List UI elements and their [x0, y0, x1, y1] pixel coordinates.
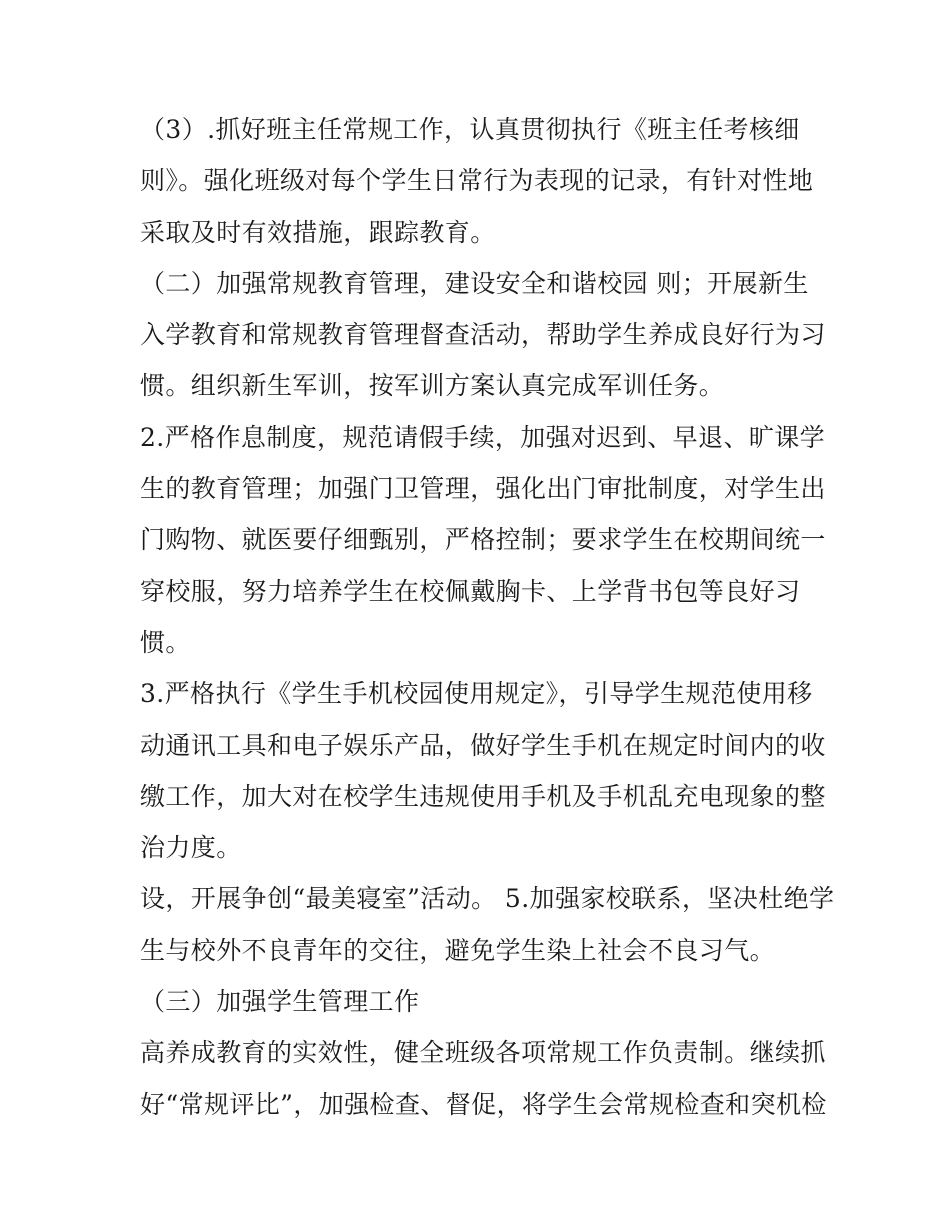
- paragraph-dormitory-home-school: [140, 873, 835, 976]
- text-line: 入学教育和常规教育管理督查活动，帮助学生养成良好行为习: [140, 320, 826, 350]
- paragraph-schedule-system: [140, 412, 826, 668]
- paragraph-routine-education: [140, 258, 826, 412]
- text-line: 2.严格作息制度，规范请假手续，加强对迟到、早退、旷课学: [140, 422, 826, 452]
- paragraph-phone-rules: [140, 668, 826, 873]
- text-line: 生与校外不良青年的交往，避免学生染上社会不良习气。: [140, 935, 776, 965]
- text-line: （二）加强常规教育管理，建设安全和谐校园 则；开展新生: [140, 268, 809, 298]
- document-body: [140, 104, 835, 1130]
- text-line: 穿校服，努力培养学生在校佩戴胸卡、上学背书包等良好习: [140, 576, 801, 606]
- text-line: 动通讯工具和电子娱乐产品，做好学生手机在规定时间内的收: [140, 730, 826, 760]
- text-line: 治力度。: [140, 833, 242, 863]
- text-line: 则》。强化班级对每个学生日常行为表现的记录，有针对性地: [140, 166, 814, 196]
- text-line: 3.严格执行《学生手机校园使用规定》，引导学生规范使用移: [140, 679, 813, 709]
- text-line: （3）.抓好班主任常规工作，认真贯彻执行《班主任考核细: [140, 115, 800, 144]
- text-line: 好“常规评比”，加强检查、督促，将学生会常规检查和突机检: [140, 1089, 827, 1119]
- text-line: 高养成教育的实效性，健全班级各项常规工作负责制。继续抓: [140, 1038, 826, 1068]
- section-heading-student-management: [140, 976, 820, 1027]
- text-line: （三）加强学生管理工作: [140, 987, 420, 1017]
- text-line: 缴工作，加大对在校学生违规使用手机及手机乱充电现象的整: [140, 781, 826, 811]
- paragraph-head-teacher-work: [140, 104, 820, 258]
- text-line: 设，开展争创“最美寝室”活动。 5.加强家校联系，坚决杜绝学: [140, 884, 835, 914]
- text-line: 惯。: [140, 627, 191, 657]
- text-line: 惯。组织新生军训，按军训方案认真完成军训任务。: [140, 371, 725, 401]
- text-line: 生的教育管理；加强门卫管理，强化出门审批制度，对学生出: [140, 474, 826, 504]
- text-line: 门购物、就医要仔细甄别，严格控制；要求学生在校期间统一: [140, 525, 826, 555]
- text-line: 采取及时有效措施，跟踪教育。: [140, 217, 496, 247]
- paragraph-habit-education: [140, 1027, 827, 1130]
